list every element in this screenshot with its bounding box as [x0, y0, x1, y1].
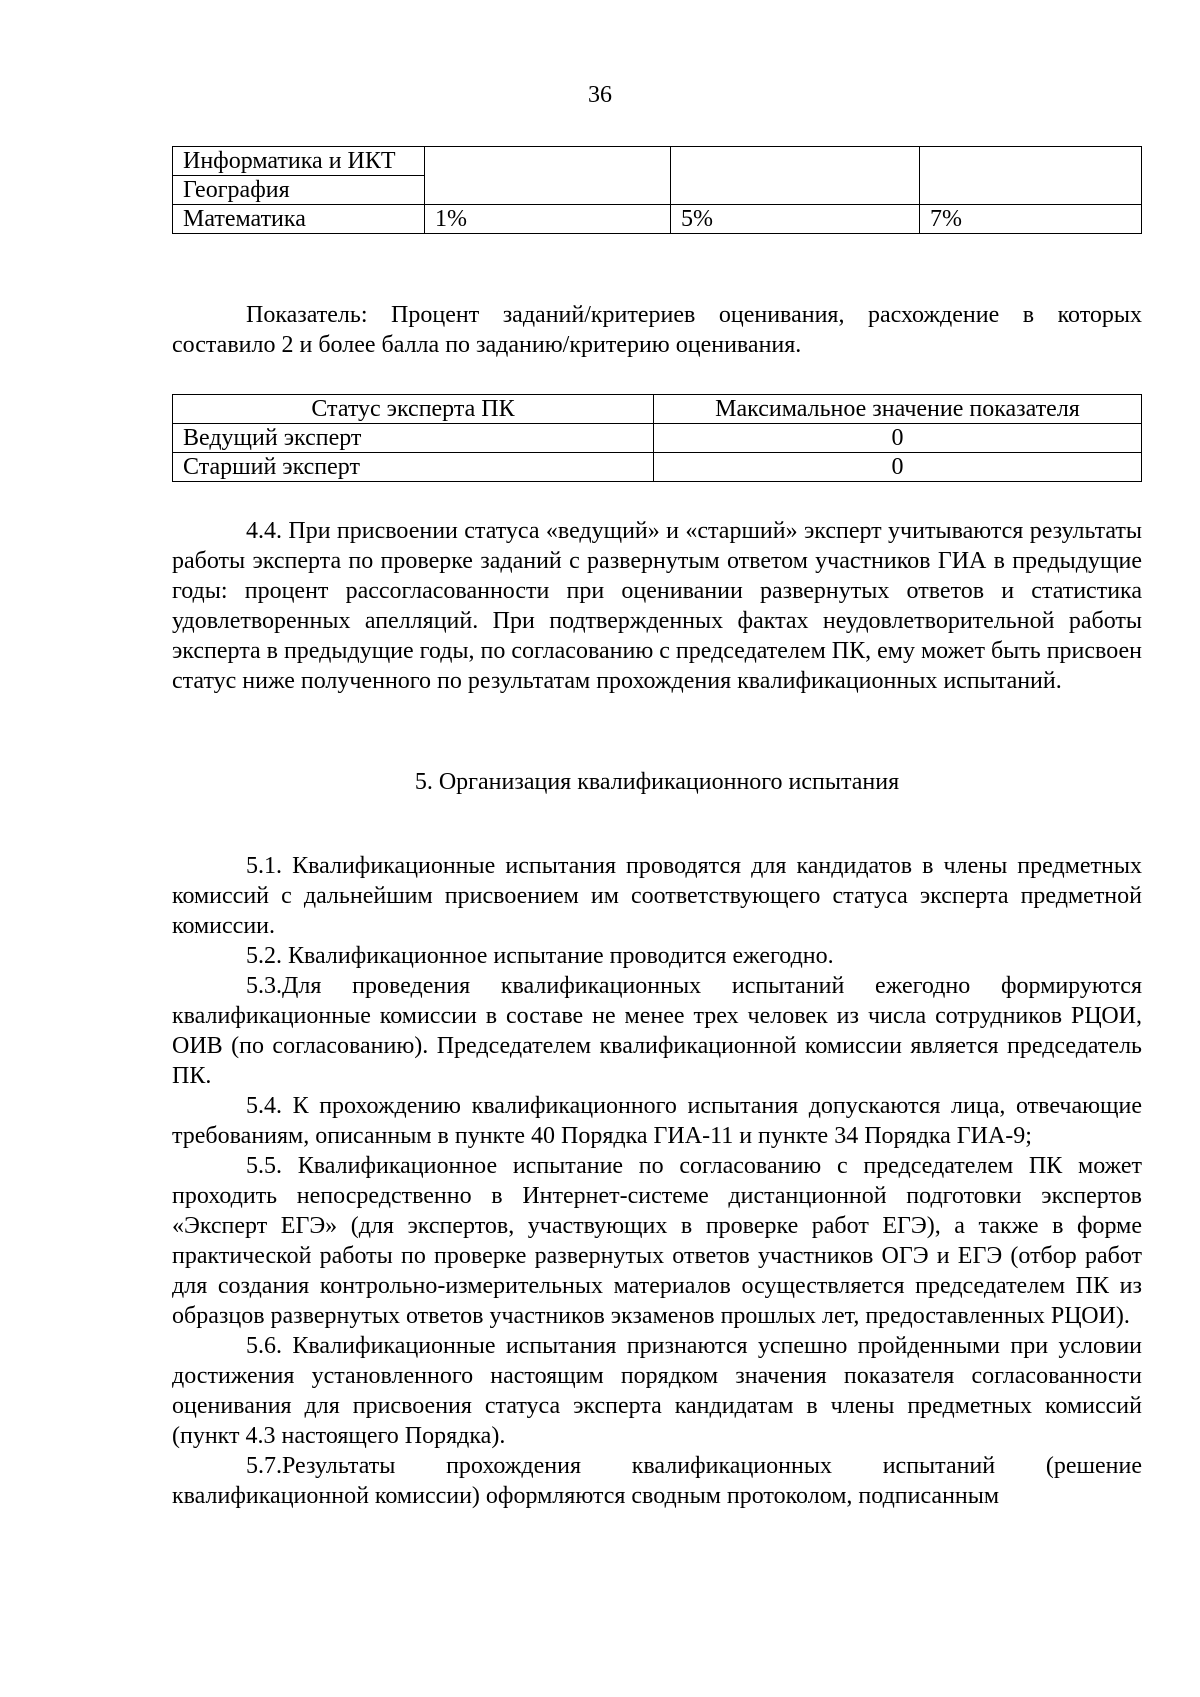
paragraph: 5.4. К прохождению квалификационного испытания допускаются лица, отвечающие требованиям, описанным в пункте 40 Порядка ГИА-11 и пункте 34 Порядка ГИА-9; [172, 1093, 1142, 1149]
column-header: Максимальное значение показателя [654, 395, 1142, 424]
table-cell: 0 [654, 453, 1142, 482]
table-cell: Старший эксперт [173, 453, 654, 482]
paragraph: 5.1. Квалификационные испытания проводятся для кандидатов в члены предметных комиссий с дальнейшим присвоением им соответствующего статуса эксперта предметной комиссии. [172, 853, 1142, 939]
expert-status-table [172, 394, 1142, 482]
table-cell: География [173, 176, 425, 205]
table-cell: Ведущий эксперт [173, 424, 654, 453]
page-number: 36 [588, 82, 612, 108]
table-header-row [173, 395, 1142, 424]
table-cell: Математика [173, 205, 425, 234]
paragraph: 4.4. При присвоении статуса «ведущий» и «старший» эксперт учитываются результаты работы эксперта по проверке заданий с развернутым ответом участников ГИА в предыдущие годы: процент рассогласованности при оценивании развернутых ответов и статистика удовлетворенных апелляций. При подтвержденных фактах неудовлетворительной работы эксперта в предыдущие годы, по согласованию с председателем ПК, ему может быть присвоен статус ниже полученного по результатам прохождения квалификационных испытаний. [172, 518, 1143, 694]
paragraph: 5.7.Результаты прохождения квалификационных испытаний (решение квалификационной комиссии) оформляются сводным протоколом, подписанным [172, 1453, 1142, 1509]
table-cell: 0 [654, 424, 1142, 453]
section-heading: 5. Организация квалификационного испытания [414, 769, 900, 795]
indicator-paragraph [172, 300, 1142, 360]
table-cell [671, 147, 920, 205]
table-cell: Информатика и ИКТ [173, 147, 425, 176]
subject-thresholds-table [172, 146, 1142, 234]
paragraph: 5.6. Квалификационные испытания признаются успешно пройденными при условии достижения установленного настоящим порядком значения показателя согласованности оценивания для присвоения статуса эксперта кандидатам в члены предметных комиссий (пункт 4.3 настоящего Порядка). [172, 1333, 1142, 1449]
section-5-body [172, 851, 1142, 1511]
paragraph: Показатель: Процент заданий/критериев оценивания, расхождение в которых составило 2 и более балла по заданию/критерию оценивания. [172, 302, 1142, 358]
table-row [173, 424, 1142, 453]
table-cell [920, 147, 1142, 205]
table-row [173, 453, 1142, 482]
paragraph: 5.5. Квалификационное испытание по согласованию с председателем ПК может проходить непосредственно в Интернет-системе дистанционной подготовки экспертов «Эксперт ЕГЭ» (для экспертов, участвующих в проверке работ ЕГЭ), а также в форме практической работы по проверке развернутых ответов участников ОГЭ и ЕГЭ (отбор работ для создания контрольно-измерительных материалов осуществляется председателем ПК из образцов развернутых ответов участников экзаменов прошлых лет, предоставленных РЦОИ). [172, 1153, 1142, 1329]
table-row [173, 205, 1142, 234]
paragraph: 5.2. Квалификационное испытание проводится ежегодно. [246, 943, 834, 969]
table-row [173, 147, 1142, 176]
section-5-heading-block [172, 767, 1142, 797]
table-cell: 5% [671, 205, 920, 234]
paragraph: 5.3.Для проведения квалификационных испытаний ежегодно формируются квалификационные комиссии в составе не менее трех человек из числа сотрудников РЦОИ, ОИВ (по согласованию). Председателем квалификационной комиссии является председатель ПК. [172, 973, 1142, 1089]
table-cell [425, 147, 671, 205]
section-4-4 [172, 516, 1142, 696]
column-header: Статус эксперта ПК [173, 395, 654, 424]
table-cell: 7% [920, 205, 1142, 234]
table-cell: 1% [425, 205, 671, 234]
